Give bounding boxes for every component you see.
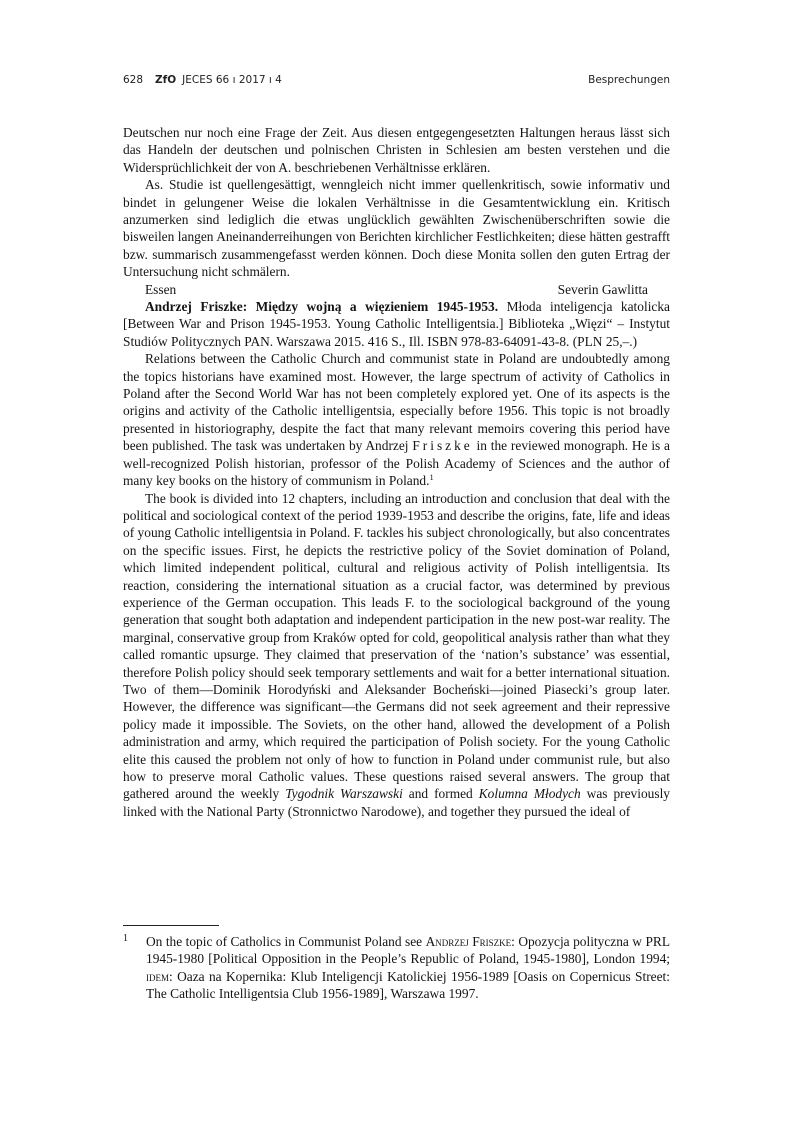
periodical-title: Tygodnik Warszawski bbox=[285, 786, 403, 802]
section-name: Besprechungen bbox=[588, 74, 670, 86]
footnote-divider bbox=[123, 925, 219, 926]
fn-text-1: On the topic of Catholics in Communist Poland see bbox=[146, 934, 426, 949]
review-heading bbox=[123, 298, 670, 350]
fn-text-3: : Oaza na Kopernika: Klub Inteligencji Katolickiej 1956-1989 [Oasis on Copernicus Street: The Catholic Intelligentsia Club 1956-1989], Warszawa 1997. bbox=[146, 968, 670, 1002]
footnote-text bbox=[146, 933, 670, 1003]
footnote-number: 1 bbox=[123, 933, 128, 944]
footnote-1 bbox=[123, 933, 670, 1003]
volume-info: 66 ı 2017 ı 4 bbox=[215, 74, 282, 86]
review-bibliography: Młoda inteligencja katolicka [Between War and Prison 1945-1953. Young Catholic Intelligentsia.] Biblioteka „Więzi“ – Instytut Studiów Politycznych PAN. Warszawa 2015. 416 S., Ill. ISBN 978-83-64091-43-8. (PLN 25,–.) bbox=[123, 299, 670, 349]
review-p1-text-b: in the reviewed monograph. He is a well-recognized Polish historian, professor of the Polish Academy of Sciences and the author of many key books on the history of communism in Poland. bbox=[123, 438, 671, 489]
journal-name: ZfO bbox=[155, 74, 177, 86]
footnote-reference[interactable]: 1 bbox=[429, 472, 434, 483]
journal-subtitle: JECES bbox=[182, 74, 213, 86]
review-p2-text-a: The book is divided into 12 chapters, including an introduction and conclusion that deal with the political and sociological context of the period 1939-1953 and describe the origins, fate, life and ideas of young Catholic intelligentsia in Poland. F. tackles his subject chronologically, but also concentrates on the specific issues. First, he depicts the restrictive policy of the Soviet domination of Poland, which limited independent political, cultural and religious activity of Polish intelligentsia. Its reaction, considering the international situation as a crucial factor, was determined by previous experience of the German occupation. This leads F. to the sociological background of the young generation that sought both adaptation and independent participation in the new post-war reality. The marginal, conservative group from Kraków opted for cold, geopolitical analysis rather than what they called romantic upsurge. They claimed that preservation of the ‘nation’s substance’ was essential, therefore Polish policy should seek temporary settlements and wait for a better international situation. Two of them—Dominik Horodyński and Aleksander Bocheński—joined Piasecki’s group later. However, the difference was significant—the Germans did not seek agreement and their repressive policy made it impossible. The Soviets, on the other hand, allowed the development of a Polish administration and army, which required the participation of Polish society. For the young Catholic elite this caused the problem not only of how to function in Poland under communist rule, but also how to preserve moral Catholic values. These questions raised several answers. The group that gathered around the weekly bbox=[123, 490, 670, 802]
fn-text-2: : Opozycja polityczna w PRL 1945-1980 [Political Opposition in the People’s Republic of Poland, 1945-1980], London 1994; bbox=[146, 934, 670, 967]
review-p2-text-b: was previously linked with the National Party (Stronnictwo Narodowe), and together they pursued the ideal of bbox=[123, 786, 670, 819]
header-left bbox=[123, 74, 282, 86]
fn-author-smallcaps: Andrzej Friszke bbox=[425, 934, 512, 949]
review-p2-text-mid: and formed bbox=[402, 786, 479, 802]
page-number: 628 bbox=[123, 74, 144, 86]
group-name: Kolumna Młodych bbox=[478, 786, 581, 802]
review-paragraph-1 bbox=[123, 350, 670, 489]
review-paragraph-2 bbox=[123, 490, 670, 821]
review-p1-text-a: Relations between the Catholic Church and communist state in Poland are undoubtedly among the topics historians have examined most. However, the large spectrum of activity of Catholics in Poland after the Second World War has not been completely explored yet. One of its aspects is the origins and activity of the Catholic intelligentsia, especially before 1956. This topic is not broadly presented in historiography, despite the fact that many relevant memoirs covering this period have been published. The task was undertaken by Andrzej bbox=[123, 351, 670, 454]
prev-review-paragraph-1: Deutschen nur noch eine Frage der Zeit. Aus diesen entgegengesetzten Haltungen heraus lässt sich das Handeln der deutschen und polnischen Christen in Schlesien am besten verstehen und die Widersprüchlichkeit der von A. beschriebenen Verhältnisse erklären. bbox=[123, 125, 670, 175]
review-title: Andrzej Friszke: Między wojną a więzieniem 1945-1953. bbox=[145, 299, 499, 315]
prev-review-signoff bbox=[123, 281, 670, 298]
fn-idem-smallcaps: idem bbox=[146, 968, 169, 984]
body-text bbox=[123, 124, 670, 820]
running-header bbox=[123, 74, 670, 90]
reviewer-name: Severin Gawlitta bbox=[557, 281, 648, 297]
author-name-spaced: Friszke bbox=[412, 438, 473, 454]
prev-review-paragraph-2: As. Studie ist quellengesättigt, wenngleich nicht immer quellenkritisch, sowie informativ und bindet in gelungener Weise die lokalen Verhältnisse in die Gesamtentwicklung ein. Kritisch anzumerken sind lediglich die etwas unglücklich gewählten Zwischenüberschriften sowie die bisweilen langen Aneinanderreihungen von Berichten kirchlicher Festlichkeiten; diese hätten gestrafft bzw. summarisch zusammengefasst werden können. Doch diese Monita sollen den guten Ertrag der Untersuchung nicht schmälern. bbox=[123, 177, 670, 280]
reviewer-place: Essen bbox=[145, 281, 177, 297]
